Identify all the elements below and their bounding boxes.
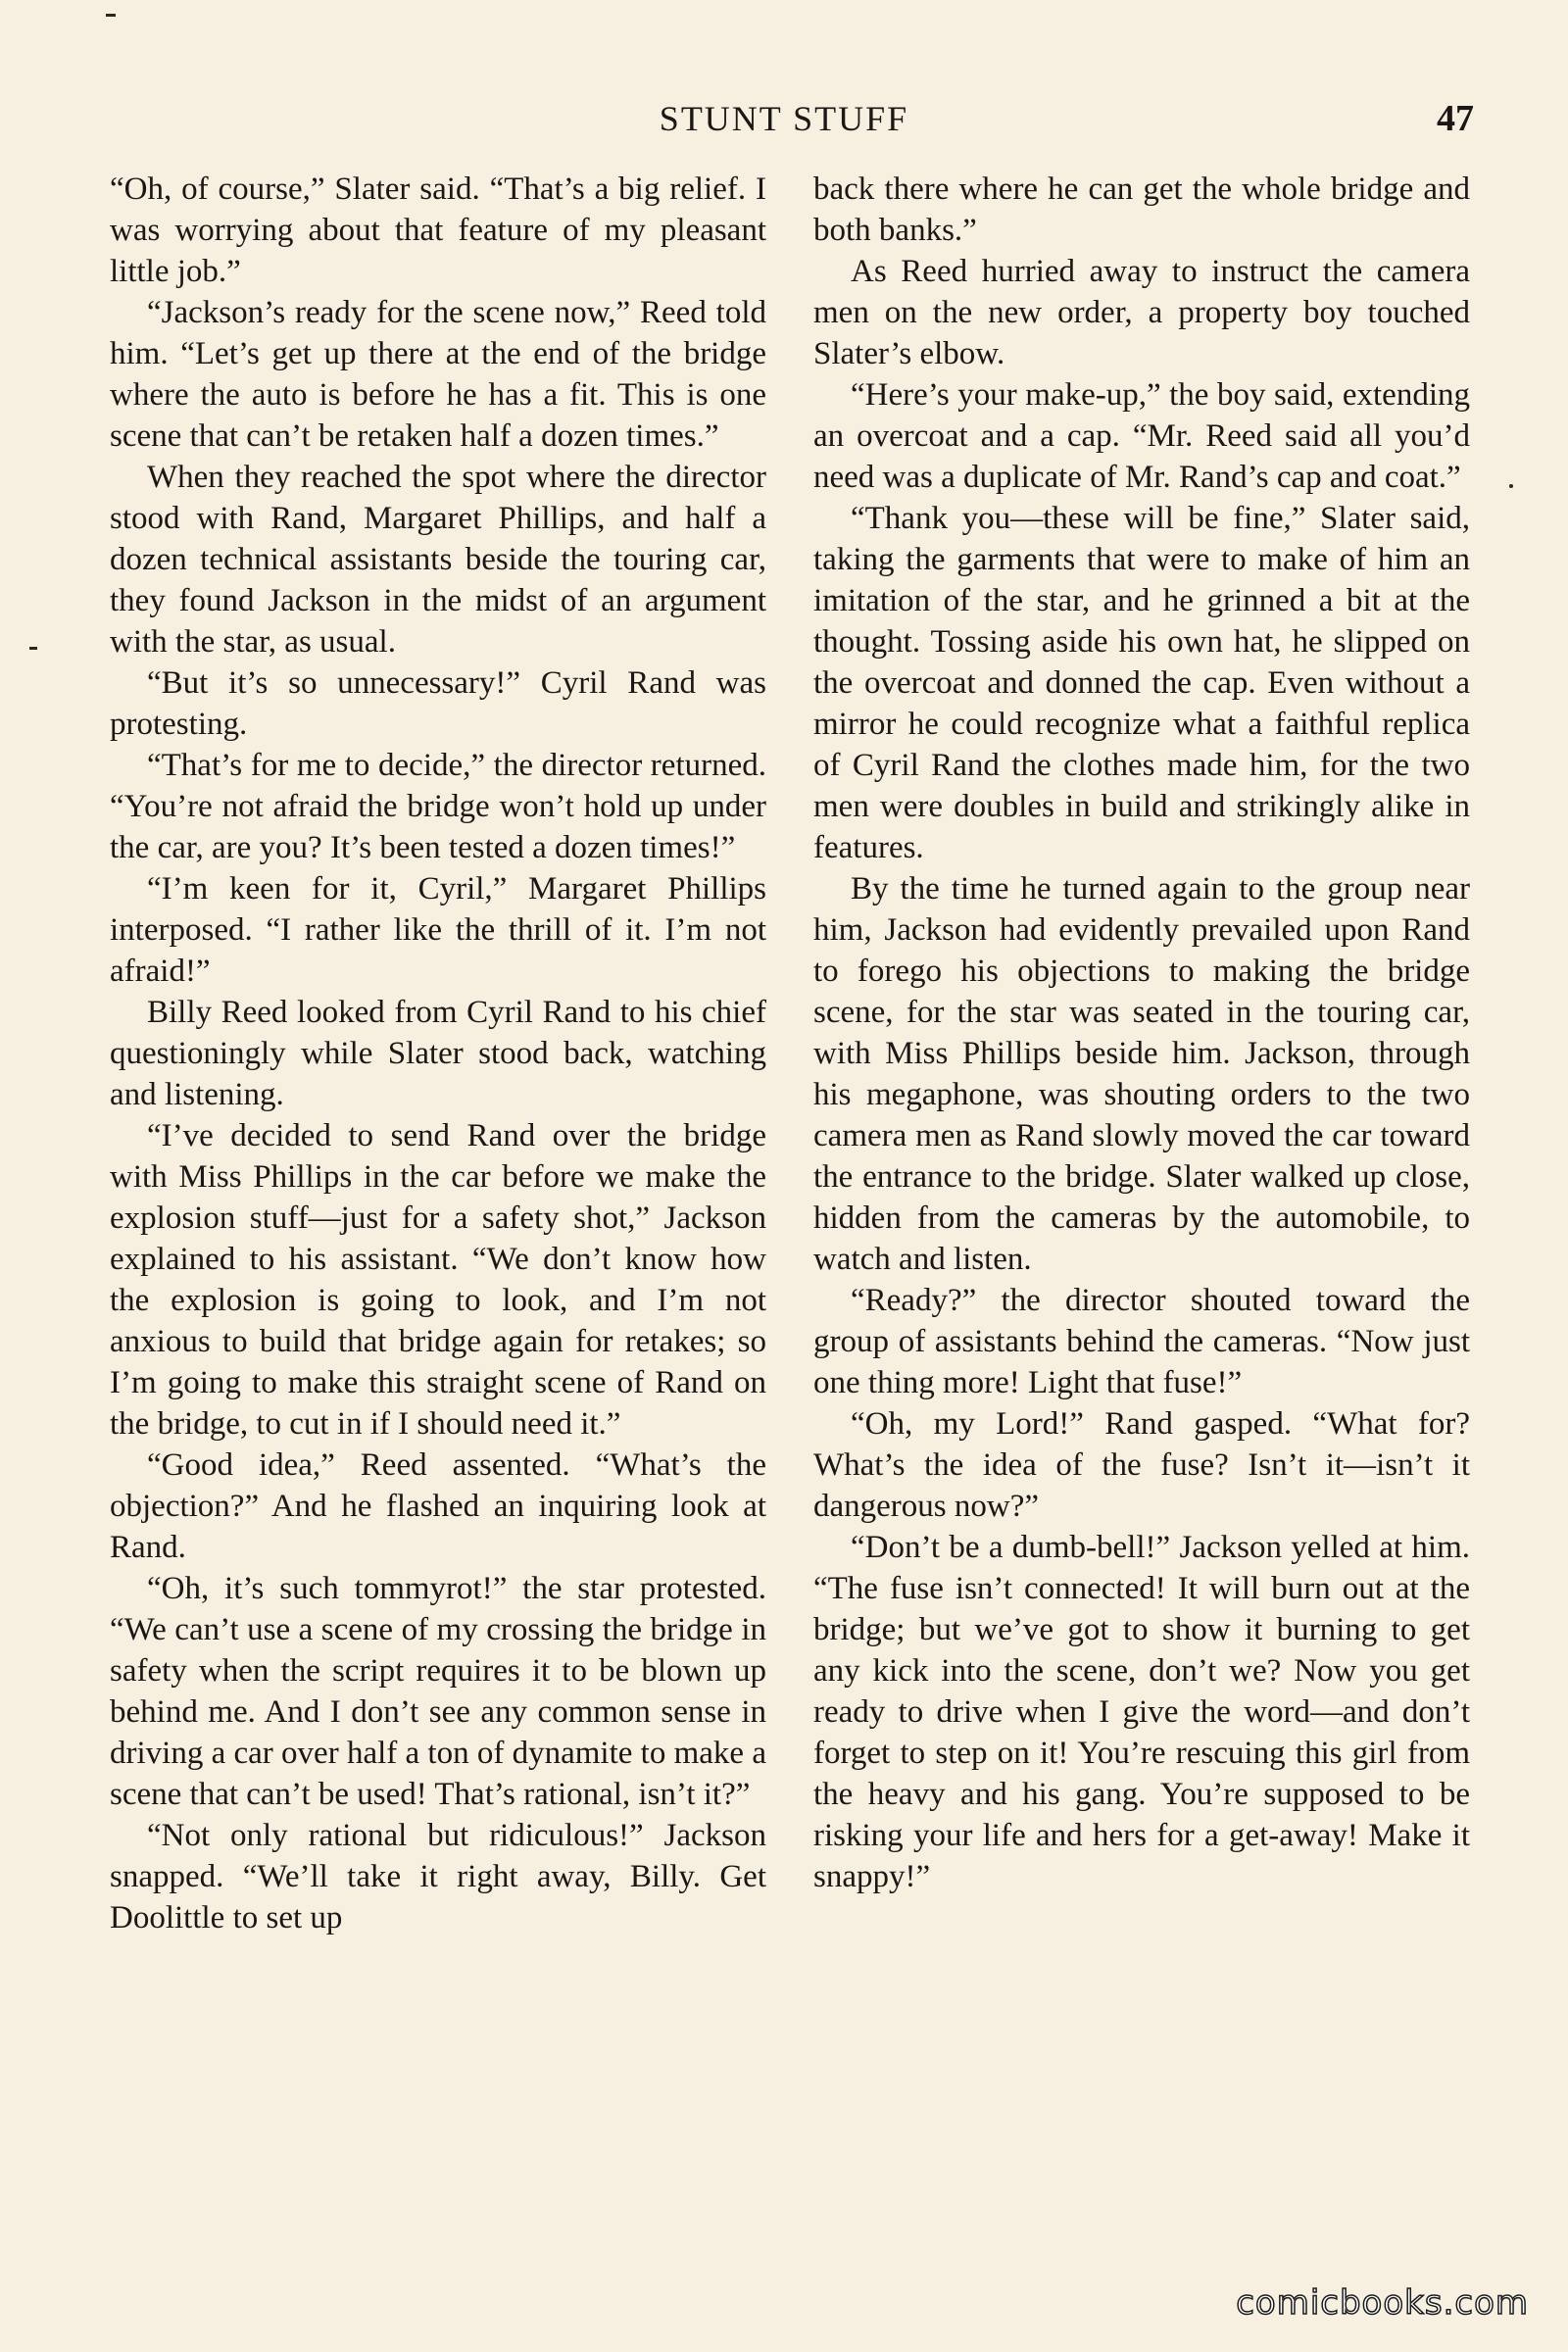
site-watermark: comicbooks.com bbox=[1236, 2283, 1529, 2323]
paragraph: “Not only rational but ridiculous!” Jackson snapped. “We’ll take it right away, Billy. Get Doolittle to set up bbox=[110, 1818, 766, 1936]
paragraph: “Don’t be a dumb-bell!” Jackson yelled at him. “The fuse isn’t connected! It will burn out at the bridge; but we’ve got to show it burning to get any kick into the scene, don’t we? Now you get ready to drive when I give the word—and don’t forget to step on it! You’re rescuing this girl from the heavy and his gang. You’re supposed to be risking your life and hers for a get-away! Make it snappy!” bbox=[813, 1530, 1470, 1894]
paragraph: By the time he turned again to the group near him, Jackson had evidently prevailed upon Rand to forego his objections to making the bridge scene, for the star was seated in the touring car, with Miss Phillips beside him. Jackson, through his megaphone, was shouting orders to the two camera men as Rand slowly moved the car toward the entrance to the bridge. Slater walked up close, hidden from the cameras by the automobile, to watch and listen. bbox=[813, 871, 1470, 1277]
paragraph: back there where he can get the whole bridge and both banks.” bbox=[813, 172, 1470, 248]
paragraph: “Jackson’s ready for the scene now,” Reed told him. “Let’s get up there at the end of the bridge where the auto is before he has a fit. This is one scene that can’t be retaken half a dozen times.” bbox=[110, 295, 766, 454]
page-edge-mark bbox=[29, 647, 37, 650]
paragraph: “Here’s your make-up,” the boy said, extending an overcoat and a cap. “Mr. Reed said all you’d need was a duplicate of Mr. Rand’s cap and coat.” bbox=[813, 377, 1470, 495]
paragraph: “Oh, it’s such tommyrot!” the star protested. “We can’t use a scene of my crossing the bridge in safety when the script requires it to be blown up behind me. And I don’t see any common sense in driving a car over half a ton of dynamite to make a scene that can’t be used! That’s rational, isn’t it?” bbox=[110, 1571, 766, 1812]
paragraph: “Oh, of course,” Slater said. “That’s a big relief. I was worrying about that feature of my pleasant little job.” bbox=[110, 172, 766, 289]
paragraph: “I’m keen for it, Cyril,” Margaret Phillips interposed. “I rather like the thrill of it. I’m not afraid!” bbox=[110, 871, 766, 989]
paragraph: “Thank you—these will be fine,” Slater said, taking the garments that were to make of him an imitation of the star, and he grinned a bit at the thought. Tossing aside his own hat, he slipped on the overcoat and donned the cap. Even without a mirror he could recognize what a faithful replica of Cyril Rand the clothes made him, for the two men were doubles in build and strikingly alike in features. bbox=[813, 501, 1470, 865]
paragraph: “I’ve decided to send Rand over the bridge with Miss Phillips in the car before we make the explosion stuff—just for a safety shot,” Jackson explained to his assistant. “We don’t know how the explosion is going to look, and I’m not anxious to build that bridge again for retakes; so I’m going to make this straight scene of Rand on the bridge, to cut in if I should need it.” bbox=[110, 1118, 766, 1442]
running-head: STUNT STUFF bbox=[659, 99, 909, 138]
page-edge-mark bbox=[106, 14, 116, 17]
left-column bbox=[110, 169, 766, 1938]
page-edge-mark bbox=[1509, 484, 1513, 488]
paragraph: “That’s for me to decide,” the director returned. “You’re not afraid the bridge won’t hold up under the car, are you? It’s been tested a dozen times!” bbox=[110, 748, 766, 865]
paragraph: When they reached the spot where the director stood with Rand, Margaret Phillips, and half a dozen technical assistants beside the touring car, they found Jackson in the midst of an argument with the star, as usual. bbox=[110, 460, 766, 660]
paragraph: “Good idea,” Reed assented. “What’s the objection?” And he flashed an inquiring look at Rand. bbox=[110, 1447, 766, 1565]
right-column bbox=[813, 169, 1470, 1897]
page-header bbox=[0, 94, 1568, 143]
paragraph: Billy Reed looked from Cyril Rand to his chief questioningly while Slater stood back, watching and listening. bbox=[110, 995, 766, 1112]
paragraph: As Reed hurried away to instruct the camera men on the new order, a property boy touched Slater’s elbow. bbox=[813, 254, 1470, 371]
page-number: 47 bbox=[1437, 98, 1474, 139]
paragraph: “But it’s so unnecessary!” Cyril Rand was protesting. bbox=[110, 665, 766, 742]
paragraph: “Oh, my Lord!” Rand gasped. “What for? What’s the idea of the fuse? Isn’t it—isn’t it dangerous now?” bbox=[813, 1406, 1470, 1524]
paragraph: “Ready?” the director shouted toward the group of assistants behind the cameras. “Now just one thing more! Light that fuse!” bbox=[813, 1283, 1470, 1400]
